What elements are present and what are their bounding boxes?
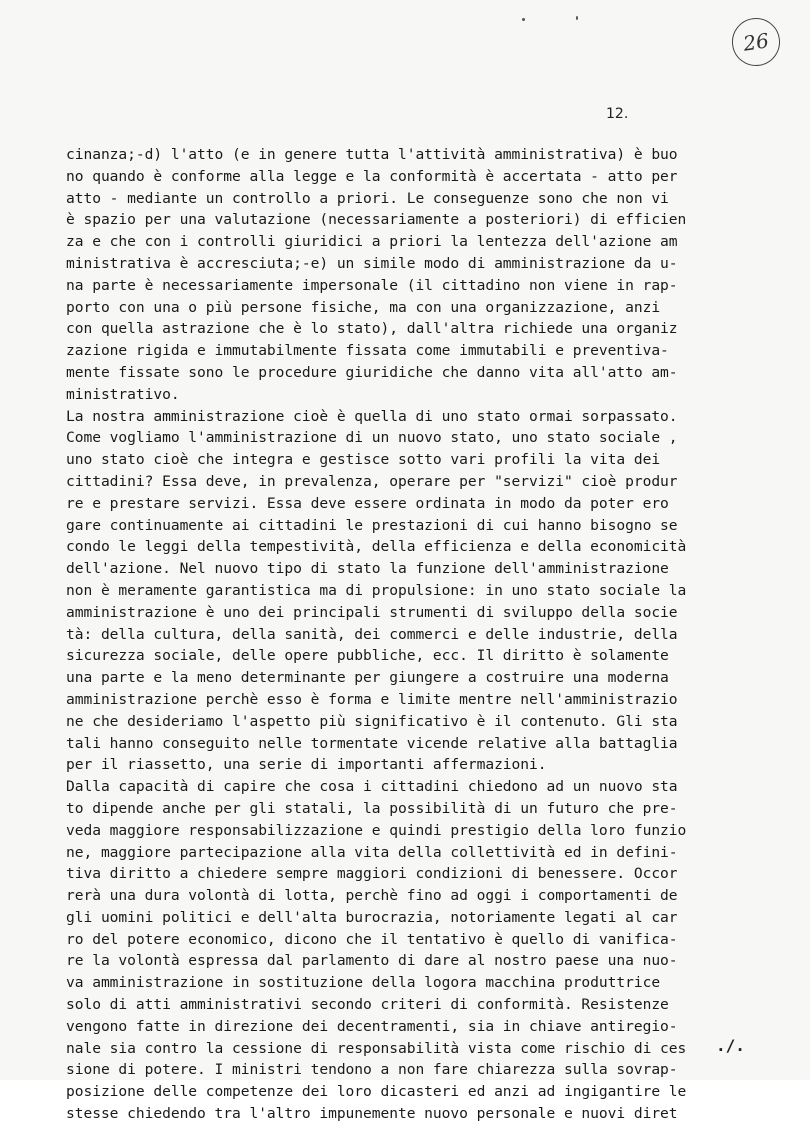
- text-line: Come vogliamo l'amministrazione di un nuovo stato, uno stato sociale ,: [66, 429, 678, 447]
- text-line: sione di potere. I ministri tendono a non fare chiarezza sulla sovrap-: [66, 1061, 678, 1079]
- text-line: tali hanno conseguito nelle tormentate vicende relative alla battaglia: [66, 734, 678, 752]
- text-line: tiva diritto a chiedere sempre maggiori condizioni di benessere. Occor: [66, 865, 678, 883]
- text-line: una parte e la meno determinante per giungere a costruire una moderna: [66, 669, 669, 687]
- text-line: mente fissate sono le procedure giuridiche che danno vita all'atto am-: [66, 363, 678, 381]
- text-line: uno stato cioè che integra e gestisce sotto vari profili la vita dei: [66, 451, 661, 469]
- text-line: La nostra amministrazione cioè è quella di uno stato ormai sorpassato.: [66, 407, 678, 425]
- text-line: to dipende anche per gli statali, la possibilità di un futuro che pre-: [66, 799, 678, 817]
- text-line: re e prestare servizi. Essa deve essere ordinata in modo da poter ero: [66, 494, 669, 512]
- ink-speck: [522, 18, 525, 21]
- ink-speck: [576, 16, 578, 20]
- text-line: non è meramente garantistica ma di propulsione: in uno stato sociale la: [66, 581, 687, 599]
- text-line: porto con una o più persone fisiche, ma con una organizzazione, anzi: [66, 298, 661, 316]
- text-line: re la volontà espressa dal parlamento di dare al nostro paese una nuo-: [66, 952, 678, 970]
- text-line: nale sia contro la cessione di responsabilità vista come rischio di ces: [66, 1039, 687, 1057]
- text-line: rerà una dura volontà di lotta, perchè fino ad oggi i comportamenti de: [66, 887, 678, 905]
- text-line: veda maggiore responsabilizzazione e quindi prestigio della loro funzio: [66, 821, 687, 839]
- text-line: cittadini? Essa deve, in prevalenza, operare per "servizi" cioè produr: [66, 472, 678, 490]
- page-number: 12.: [606, 106, 629, 122]
- text-line: stesse chiedendo tra l'altro impunemente nuovo personale e nuovi diret: [66, 1105, 678, 1123]
- text-line: cinanza;-d) l'atto (e in genere tutta l'attività amministrativa) è buo: [66, 146, 678, 163]
- text-line: ne che desideriamo l'aspetto più significativo è il contenuto. Gli sta: [66, 712, 678, 730]
- text-line: sicurezza sociale, delle opere pubbliche, ecc. Il diritto è solamente: [66, 647, 669, 665]
- text-line: per il riassetto, una serie di importanti affermazioni.: [66, 756, 547, 774]
- text-line: è spazio per una valutazione (necessariamente a posteriori) di efficien: [66, 211, 687, 229]
- text-line: atto - mediante un controllo a priori. Le conseguenze sono che non vi: [66, 189, 669, 207]
- text-line: dell'azione. Nel nuovo tipo di stato la funzione dell'amministrazione: [66, 560, 669, 578]
- text-line: gli uomini politici e dell'alta burocrazia, notoriamente legati al car: [66, 908, 678, 926]
- text-line: tà: della cultura, della sanità, dei commerci e delle industrie, della: [66, 625, 678, 643]
- text-line: no quando è conforme alla legge e la conformità è accertata - atto per: [66, 167, 678, 185]
- text-line: va amministrazione in sostituzione della logora macchina produttrice: [66, 974, 661, 992]
- text-line: na parte è necessariamente impersonale (il cittadino non viene in rap-: [66, 276, 678, 294]
- text-line: amministrazione perchè esso è forma e limite mentre nell'amministrazio: [66, 690, 678, 708]
- text-line: ministrativa è accresciuta;-e) un simile modo di amministrazione da u-: [66, 254, 678, 272]
- text-line: zazione rigida e immutabilmente fissata come immutabili e preventiva-: [66, 342, 669, 360]
- text-line: za e che con i controlli giuridici a priori la lentezza dell'azione am: [66, 233, 678, 251]
- text-line: amministrazione è uno dei principali strumenti di sviluppo della socie: [66, 603, 678, 621]
- text-line: gare continuamente ai cittadini le prestazioni di cui hanno bisogno se: [66, 516, 678, 534]
- text-line: posizione delle competenze dei loro dicasteri ed anzi ad ingigantire le: [66, 1083, 687, 1101]
- text-line: condo le leggi della tempestività, della efficienza e della economicità: [66, 538, 687, 556]
- text-line: ministrativo.: [66, 385, 180, 403]
- text-line: vengono fatte in direzione dei decentramenti, sia in chiave antiregio-: [66, 1017, 678, 1035]
- text-line: solo di atti amministrativi secondo criteri di conformità. Resistenze: [66, 996, 669, 1014]
- text-line: ro del potere economico, dicono che il tentativo è quello di vanifica-: [66, 930, 678, 948]
- text-line: ne, maggiore partecipazione alla vita della collettività ed in defini-: [66, 843, 678, 861]
- continuation-mark: ./.: [716, 1036, 745, 1055]
- body-text: [66, 144, 766, 1125]
- text-line: Dalla capacità di capire che cosa i cittadini chiedono ad un nuovo sta: [66, 778, 678, 796]
- text-line: con quella astrazione che è lo stato), dall'altra richiede una organiz: [66, 320, 678, 338]
- archive-page-stamp: 26: [729, 15, 783, 69]
